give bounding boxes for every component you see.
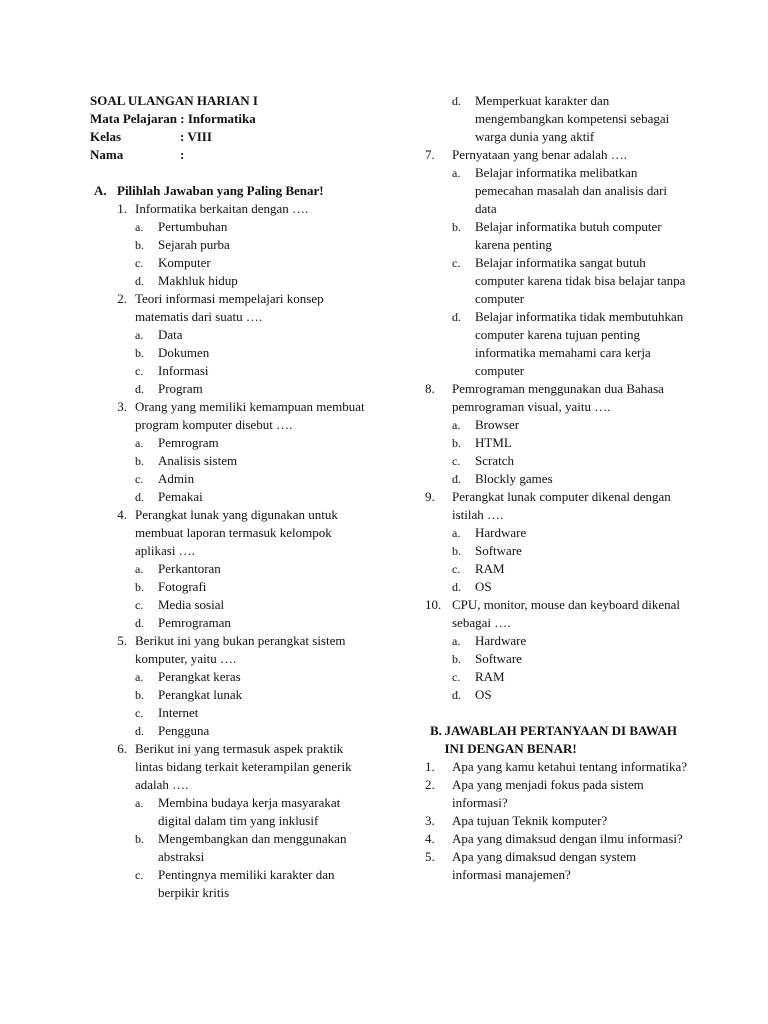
- question-number: 7.: [425, 147, 435, 162]
- option-letter: c.: [135, 598, 144, 612]
- answer-option: [90, 362, 365, 380]
- option-text: Memperkuat karakter dan mengembangkan kompetensi sebagai warga dunia yang aktif: [475, 93, 670, 144]
- answer-option: [425, 308, 687, 380]
- option-letter: b.: [135, 454, 144, 468]
- question-number: 8.: [425, 381, 435, 396]
- option-text: RAM: [475, 669, 505, 684]
- option-letter: b.: [135, 346, 144, 360]
- option-text: OS: [475, 687, 492, 702]
- question-number: 5.: [117, 633, 127, 648]
- option-letter: d.: [135, 490, 144, 504]
- question-item: [90, 740, 365, 794]
- question-item: [90, 506, 365, 560]
- answer-option: [90, 704, 365, 722]
- answer-option: [90, 272, 365, 290]
- option-letter: c.: [135, 868, 144, 882]
- question-text: Berikut ini yang termasuk aspek praktik lintas bidang terkait keterampilan generik adalah ….: [135, 741, 352, 792]
- option-letter: a.: [135, 796, 144, 810]
- answer-option: [90, 614, 365, 632]
- answer-option: [90, 236, 365, 254]
- option-letter: b.: [135, 238, 144, 252]
- option-letter: b.: [135, 832, 144, 846]
- option-text: Belajar informatika tidak membutuhkan computer karena tujuan penting informatika memahami cara kerja computer: [475, 309, 684, 378]
- answer-option: [425, 92, 687, 146]
- answer-option: [90, 830, 365, 866]
- option-text: Software: [475, 543, 522, 558]
- answer-option: [90, 794, 365, 830]
- essay-questions: [425, 758, 687, 884]
- question-number: 9.: [425, 489, 435, 504]
- option-letter: c.: [135, 364, 144, 378]
- question-item: [425, 380, 687, 416]
- option-text: Mengembangkan dan menggunakan abstraksi: [158, 831, 347, 864]
- option-text: Perkantoran: [158, 561, 221, 576]
- option-letter: a.: [452, 418, 461, 432]
- answer-option: [425, 434, 687, 452]
- left-column: [90, 92, 365, 902]
- answer-option: [425, 668, 687, 686]
- option-letter: b.: [452, 544, 461, 558]
- option-text: Fotografi: [158, 579, 207, 594]
- option-text: Belajar informatika sangat butuh computer karena tidak bisa belajar tanpa computer: [475, 255, 686, 306]
- option-letter: d.: [135, 616, 144, 630]
- name-value: :: [180, 147, 185, 162]
- question-text: Pernyataan yang benar adalah ….: [452, 147, 628, 162]
- answer-option: [425, 524, 687, 542]
- section-b-text: JAWABLAH PERTANYAAN DI BAWAH INI DENGAN BENAR!: [444, 723, 677, 756]
- option-letter: a.: [135, 436, 144, 450]
- option-text: Pemakai: [158, 489, 203, 504]
- answer-option: [90, 344, 365, 362]
- essay-number: 2.: [425, 777, 435, 792]
- question-item: [425, 488, 687, 524]
- option-text: Blockly games: [475, 471, 553, 486]
- essay-item: [425, 776, 687, 812]
- option-letter: d.: [452, 580, 461, 594]
- answer-option: [90, 452, 365, 470]
- section-a-title: [90, 182, 365, 200]
- option-text: Informasi: [158, 363, 209, 378]
- option-letter: d.: [452, 94, 461, 108]
- option-text: Pentingnya memiliki karakter dan berpikir kritis: [158, 867, 335, 900]
- option-letter: a.: [452, 526, 461, 540]
- option-letter: c.: [135, 706, 144, 720]
- option-letter: c.: [135, 256, 144, 270]
- option-text: Perangkat keras: [158, 669, 241, 684]
- option-text: Browser: [475, 417, 520, 432]
- option-text: Data: [158, 327, 183, 342]
- essay-item: [425, 830, 687, 848]
- answer-option: [425, 470, 687, 488]
- option-letter: c.: [135, 472, 144, 486]
- option-text: Dokumen: [158, 345, 210, 360]
- essay-text: Apa yang menjadi fokus pada sistem informasi?: [452, 777, 644, 810]
- answer-option: [90, 596, 365, 614]
- answer-option: [90, 578, 365, 596]
- option-text: Belajar informatika butuh computer karena penting: [475, 219, 662, 252]
- answer-option: [90, 326, 365, 344]
- section-b-letter: B.: [430, 723, 442, 738]
- question-number: 2.: [117, 291, 127, 306]
- question-item: [90, 200, 365, 218]
- option-text: Pemrograman: [158, 615, 231, 630]
- option-letter: a.: [135, 220, 144, 234]
- answer-option: [90, 722, 365, 740]
- answer-option: [425, 632, 687, 650]
- answer-option: [425, 254, 687, 308]
- question-number: 6.: [117, 741, 127, 756]
- essay-item: [425, 812, 687, 830]
- question-text: Informatika berkaitan dengan ….: [135, 201, 309, 216]
- essay-number: 5.: [425, 849, 435, 864]
- option-letter: c.: [452, 256, 461, 270]
- option-text: Software: [475, 651, 522, 666]
- answer-option: [90, 380, 365, 398]
- option-text: Media sosial: [158, 597, 225, 612]
- question-item: [90, 632, 365, 668]
- answer-option: [425, 218, 687, 254]
- option-letter: b.: [452, 220, 461, 234]
- answer-option: [90, 488, 365, 506]
- option-text: Internet: [158, 705, 199, 720]
- option-text: Hardware: [475, 525, 527, 540]
- option-letter: d.: [135, 382, 144, 396]
- option-letter: a.: [135, 562, 144, 576]
- section-b-title: [425, 722, 687, 758]
- essay-text: Apa yang dimaksud dengan ilmu informasi?: [452, 831, 683, 846]
- answer-option: [425, 452, 687, 470]
- essay-text: Apa yang dimaksud dengan system informasi manajemen?: [452, 849, 637, 882]
- option-letter: a.: [135, 670, 144, 684]
- option-text: Perangkat lunak: [158, 687, 243, 702]
- question-text: Berikut ini yang bukan perangkat sistem komputer, yaitu ….: [135, 633, 346, 666]
- essay-number: 4.: [425, 831, 435, 846]
- option-letter: d.: [135, 724, 144, 738]
- option-letter: d.: [135, 274, 144, 288]
- option-letter: c.: [452, 670, 461, 684]
- option-text: Komputer: [158, 255, 211, 270]
- class-line: [90, 128, 365, 146]
- mc-questions-left: [90, 200, 365, 902]
- option-text: RAM: [475, 561, 505, 576]
- option-letter: a.: [135, 328, 144, 342]
- option-letter: a.: [452, 166, 461, 180]
- section-a-text: Pilihlah Jawaban yang Paling Benar!: [117, 183, 324, 198]
- option-text: Belajar informatika melibatkan pemecahan masalah dan analisis dari data: [475, 165, 668, 216]
- option-text: Pertumbuhan: [158, 219, 228, 234]
- answer-option: [425, 650, 687, 668]
- question-text: Orang yang memiliki kemampuan membuat program komputer disebut ….: [135, 399, 365, 432]
- class-value: : VIII: [180, 129, 212, 144]
- option-letter: d.: [452, 310, 461, 324]
- question-item: [90, 398, 365, 434]
- option-text: Analisis sistem: [158, 453, 238, 468]
- essay-item: [425, 848, 687, 884]
- option-text: Admin: [158, 471, 195, 486]
- answer-option: [90, 668, 365, 686]
- name-line: [90, 146, 365, 164]
- question-number: 3.: [117, 399, 127, 414]
- right-column: [425, 92, 687, 884]
- question-number: 1.: [117, 201, 127, 216]
- essay-text: Apa tujuan Teknik komputer?: [452, 813, 608, 828]
- answer-option: [90, 254, 365, 272]
- question-number: 10.: [425, 597, 442, 612]
- answer-option: [90, 470, 365, 488]
- name-key: Nama: [90, 147, 124, 162]
- question-text: Perangkat lunak computer dikenal dengan istilah ….: [452, 489, 671, 522]
- subject-line: Mata Pelajaran : Informatika: [90, 111, 256, 126]
- option-letter: d.: [452, 688, 461, 702]
- worksheet-title: SOAL ULANGAN HARIAN I: [90, 93, 258, 108]
- question-text: Pemrograman menggunakan dua Bahasa pemrograman visual, yaitu ….: [452, 381, 664, 414]
- class-key: Kelas: [90, 129, 122, 144]
- essay-number: 1.: [425, 759, 435, 774]
- option-letter: b.: [135, 688, 144, 702]
- question-text: CPU, monitor, mouse dan keyboard dikenal sebagai ….: [452, 597, 681, 630]
- answer-option: [425, 416, 687, 434]
- option-text: Makhluk hidup: [158, 273, 238, 288]
- question-6-continued: [425, 92, 687, 146]
- answer-option: [90, 560, 365, 578]
- answer-option: [425, 560, 687, 578]
- option-text: Pemrogram: [158, 435, 219, 450]
- answer-option: [425, 578, 687, 596]
- option-letter: b.: [452, 436, 461, 450]
- answer-option: [425, 686, 687, 704]
- answer-option: [90, 686, 365, 704]
- option-text: Pengguna: [158, 723, 210, 738]
- option-letter: d.: [452, 472, 461, 486]
- option-text: Membina budaya kerja masyarakat digital dalam tim yang inklusif: [158, 795, 341, 828]
- option-letter: a.: [452, 634, 461, 648]
- essay-number: 3.: [425, 813, 435, 828]
- question-item: [425, 146, 687, 164]
- option-letter: c.: [452, 562, 461, 576]
- option-letter: c.: [452, 454, 461, 468]
- question-text: Teori informasi mempelajari konsep matematis dari suatu ….: [135, 291, 324, 324]
- option-letter: b.: [452, 652, 461, 666]
- option-text: OS: [475, 579, 492, 594]
- option-text: Sejarah purba: [158, 237, 230, 252]
- answer-option: [425, 164, 687, 218]
- answer-option: [90, 218, 365, 236]
- essay-item: [425, 758, 687, 776]
- question-text: Perangkat lunak yang digunakan untuk membuat laporan termasuk kelompok aplikasi ….: [135, 507, 338, 558]
- question-item: [90, 290, 365, 326]
- answer-option: [425, 542, 687, 560]
- option-text: Hardware: [475, 633, 527, 648]
- answer-option: [90, 434, 365, 452]
- option-text: HTML: [475, 435, 512, 450]
- mc-questions-right: [425, 146, 687, 704]
- answer-option: [90, 866, 365, 902]
- question-number: 4.: [117, 507, 127, 522]
- option-text: Scratch: [475, 453, 514, 468]
- question-item: [425, 596, 687, 632]
- section-a-letter: A.: [94, 183, 107, 198]
- option-letter: b.: [135, 580, 144, 594]
- option-text: Program: [158, 381, 203, 396]
- essay-text: Apa yang kamu ketahui tentang informatika?: [452, 759, 688, 774]
